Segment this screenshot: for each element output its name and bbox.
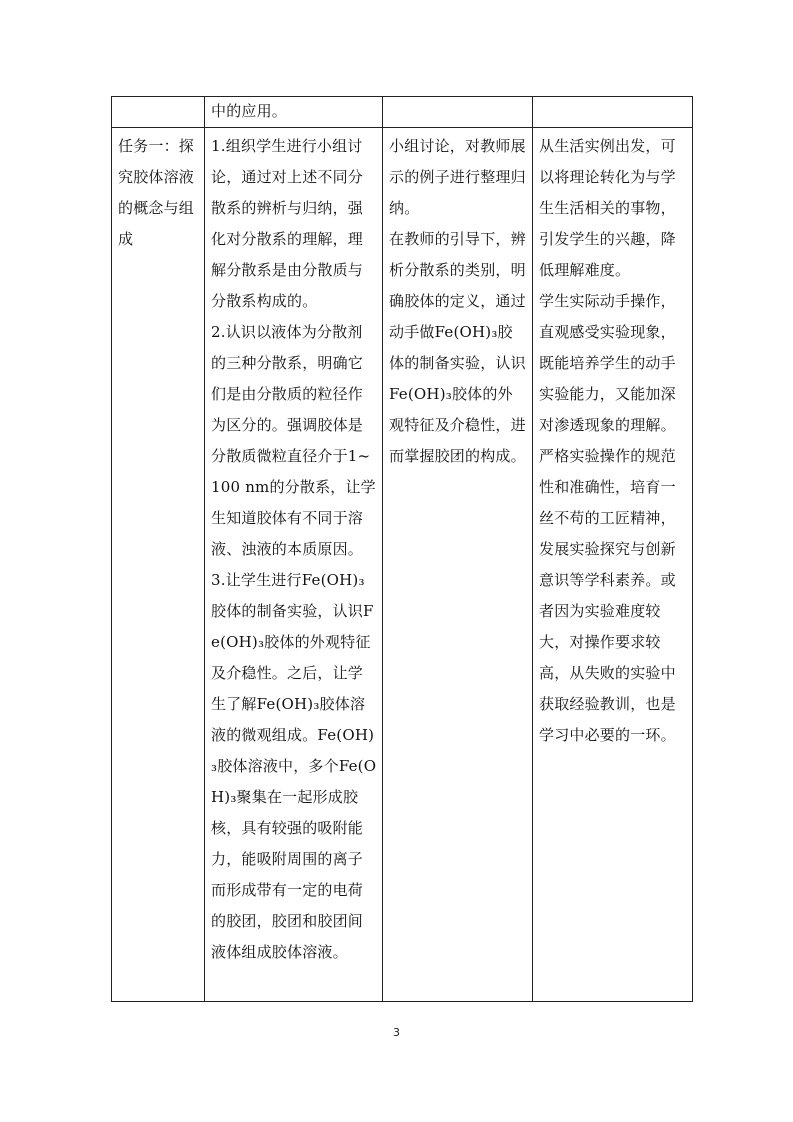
teacher-activity-1: 1.组织学生进行小组讨论，通过对上述不同分散系的辨析与归纳，强化对分散系的理解，理解分散系是由分散质与分散系构成的。 (211, 137, 364, 310)
continuation-row (112, 97, 693, 128)
page-number: 3 (393, 1026, 400, 1039)
continuation-teacher-text: 中的应用。 (211, 102, 288, 120)
task-label-cell (112, 128, 205, 1002)
student-activity-text (383, 128, 532, 472)
student-activity-2: 在教师的引导下，辨析分散系的类别，明确胶体的定义，通过动手做Fe(OH)₃胶体的制备实验，认识Fe(OH)₃胶体的外观特征及介稳性，进而掌握胶团的构成。 (389, 230, 526, 465)
lesson-plan-table (111, 96, 693, 1002)
student-activity-1: 小组讨论，对教师展示的例子进行整理归纳。 (389, 137, 526, 217)
continuation-cell-student (383, 97, 533, 128)
student-activity-cell (383, 128, 533, 1002)
task-label: 任务一：探究胶体溶液的概念与组成 (118, 137, 195, 248)
teacher-activity-cell (205, 128, 383, 1002)
continuation-cell-teacher (205, 97, 383, 128)
teacher-activity-2: 2.认识以液体为分散剂的三种分散系，明确它们是由分散质的粒径作为区分的。强调胶体是分散质微粒直径介于1~100 nm的分散系，让学生知道胶体有不同于溶液、浊液的本质原因。 (211, 323, 376, 558)
design-intent-2: 学生实际动手操作，直观感受实验现象，既能培养学生的动手实验能力，又能加深对渗透现象的理解。严格实验操作的规范性和准确性，培育一丝不苟的工匠精神，发展实验探究与创新意识等学科素养。或者因为实验难度较大，对操作要求较高，从失败的实验中获取经验教训，也是学习中必要的一环。 (539, 292, 676, 744)
continuation-cell-intent (533, 97, 693, 128)
teacher-activity-text (205, 128, 382, 968)
task-row (112, 128, 693, 1002)
design-intent-cell (533, 128, 693, 1002)
teacher-activity-3: 3.让学生进行Fe(OH)₃胶体的制备实验，认识Fe(OH)₃胶体的外观特征及介稳性。之后，让学生了解Fe(OH)₃胶体溶液的微观组成。Fe(OH)₃胶体溶液中，多个Fe(OH)₃聚集在一起形成胶核，具有较强的吸附能力，能吸附周围的离子而形成带有一定的电荷的胶团，胶团和胶团间液体组成胶体溶液。 (211, 571, 377, 961)
continuation-cell-task (112, 97, 205, 128)
design-intent-text (533, 128, 692, 751)
design-intent-1: 从生活实例出发，可以将理论转化为与学生生活相关的事物，引发学生的兴趣，降低理解难度。 (539, 137, 676, 279)
